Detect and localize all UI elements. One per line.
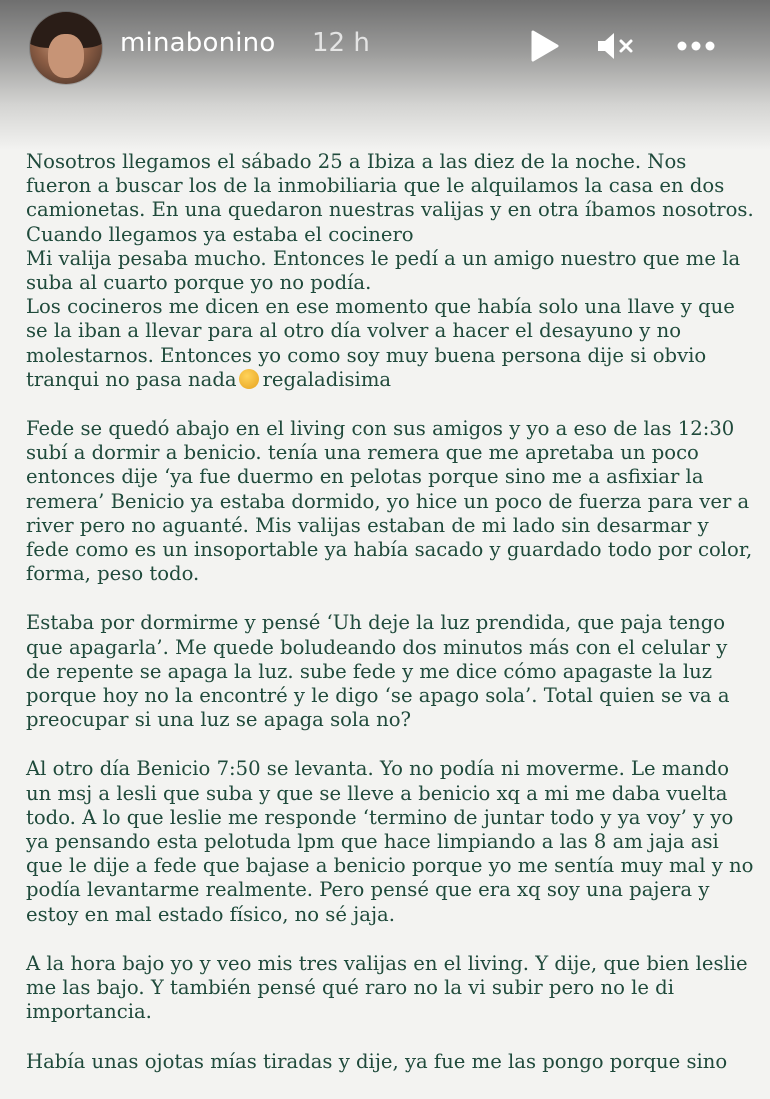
paragraph-text: Nosotros llegamos el sábado 25 a Ibiza a las diez de la noche. Nos fueron a buscar los de la inmobiliaria que le alquilamos la casa en dos camionetas. En una quedaron nuestras valijas y en otra íbamos nosotros. Cuando llegamos ya estaba el cocinero Mi valija pesaba mucho. Entonces le pedí a un amigo nuestro que me la suba al cuarto porque yo no podía. Los cocineros me dicen en ese momento que había solo una llave y que se la iban a llevar para al otro día volver a hacer el desayuno y no molestarnos. Entonces yo como soy muy buena persona dije si obvio tranqui no pasa nada — [26, 150, 754, 391]
speaker-muted-icon[interactable] — [594, 26, 638, 66]
story-header — [0, 0, 770, 150]
post-time: 12 h — [312, 28, 370, 58]
story-text — [26, 150, 756, 1099]
play-icon[interactable] — [524, 26, 564, 66]
username[interactable]: minabonino — [120, 28, 276, 58]
more-dots-icon[interactable] — [674, 26, 718, 66]
story-paragraph: Fede se quedó abajo en el living con sus amigos y yo a eso de las 12:30 subí a dormir a benicio. tenía una remera que me apretaba un poco entonces dije ‘ya fue duermo en pelotas porque sino me a asfixiar la remera’ Benicio ya estaba dormido, yo hice un poco de fuerza para ver a river pero no aguanté. Mis valijas estaban de mi lado sin desarmar y fede como es un insoportable ya había sacado y guardado todo por color, forma, peso todo. — [26, 417, 753, 586]
story-paragraph: A la hora bajo yo y veo mis tres valijas en el living. Y dije, que bien leslie me las bajo. Y también pensé qué raro no la vi subir pero no le di importancia. — [26, 951, 748, 1024]
smirk-emoji-icon — [239, 369, 259, 389]
story-paragraph — [26, 150, 756, 392]
avatar[interactable] — [30, 12, 102, 84]
story-paragraph: Al otro día Benicio 7:50 se levanta. Yo no podía ni moverme. Le mando un msj a lesli que suba y que se lleve a benicio xq a mi me daba vuelta todo. A lo que leslie me responde ‘termino de juntar todo y ya voy’ y yo ya pensando esta pelotuda lpm que hace limpiando a las 8 am jaja asi que le dije a fede que bajase a benicio porque yo me sentía muy mal y no podía levantarme realmente. Pero pensé que era xq soy una pajera y estoy en mal estado físico, no sé jaja. — [26, 757, 754, 926]
paragraph-text-after-emoji: regaladisima — [262, 367, 392, 391]
story-paragraph: Había unas ojotas mías tiradas y dije, ya fue me las pongo porque sino — [26, 1049, 728, 1073]
avatar-face — [48, 34, 84, 78]
story-paragraph: Estaba por dormirme y pensé ‘Uh deje la luz prendida, que paja tengo que apagarla’. Me quede boludeando dos minutos más con el celular y de repente se apaga la luz. sube fede y me dice cómo apagaste la luz porque hoy no la encontré y le digo ‘se apago sola’. Total quien se va a preocupar si una luz se apaga sola no? — [26, 611, 730, 732]
